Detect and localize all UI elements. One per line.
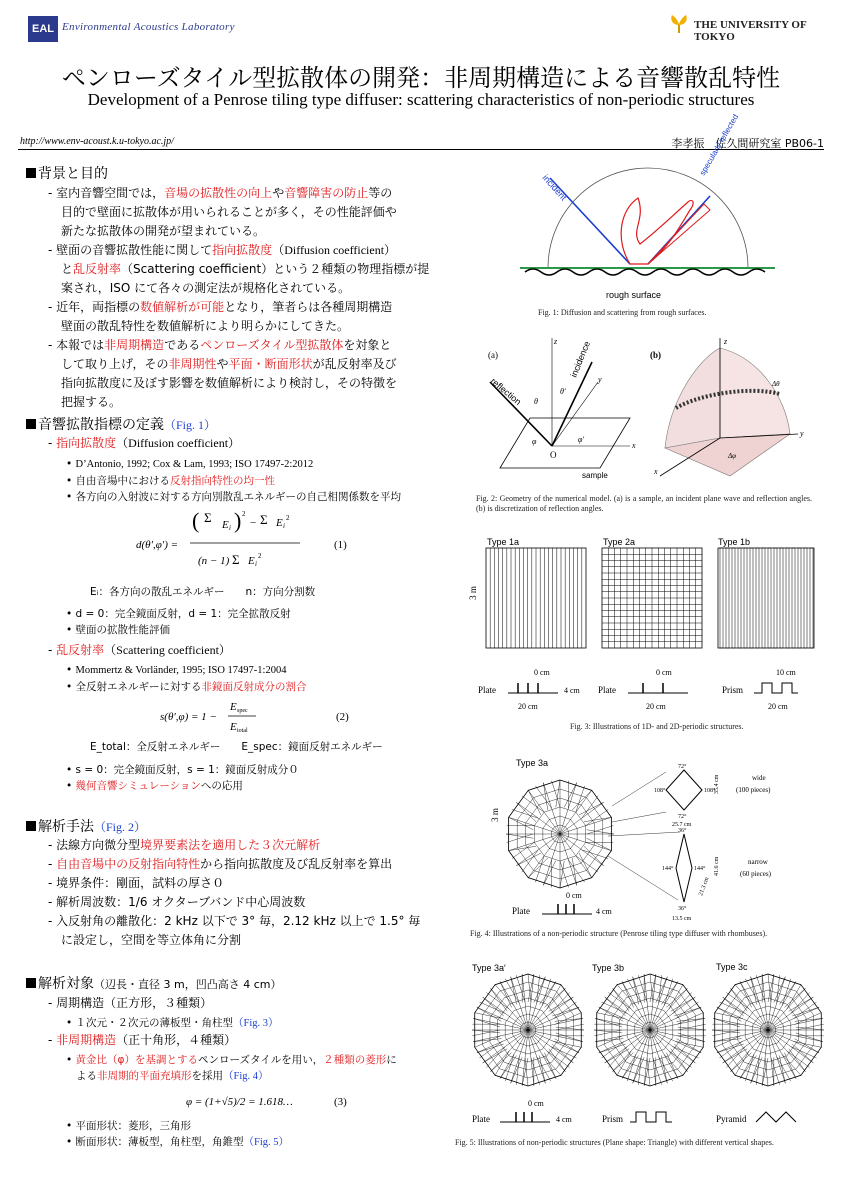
- tile-edge: [554, 1041, 582, 1047]
- tile-edge: [579, 853, 592, 878]
- tile-edge: [713, 1018, 740, 1027]
- svg-text:36°: 36°: [678, 906, 687, 912]
- svg-text:E: E: [230, 721, 237, 733]
- tile-edge: [539, 1056, 545, 1084]
- svg-text:Plate: Plate: [478, 685, 496, 695]
- svg-text:Plate: Plate: [472, 1114, 490, 1124]
- tile-edge: [537, 1057, 551, 1082]
- lab-logo: EAL: [28, 16, 58, 42]
- tile-edge: [477, 1044, 504, 1053]
- author-info: 李孝振 佐久間研究室 PB06-1: [671, 137, 824, 150]
- tile-edge: [745, 979, 759, 1004]
- tile-edge: [551, 993, 570, 1014]
- svg-text:E: E: [248, 555, 255, 567]
- nonperiodic-bullets-2: • 平面形状：菱形，三角形 • 断面形状：薄板型，角柱型，角錐型（Fig. 5）: [66, 1120, 290, 1148]
- prism-stripe: [798, 548, 801, 648]
- svg-text:72°: 72°: [678, 764, 687, 770]
- svg-text:Plate: Plate: [512, 906, 530, 916]
- tile-edge: [717, 1007, 768, 1030]
- tile-edge: [768, 974, 771, 1002]
- tile-edge: [528, 974, 534, 1002]
- figure-3-caption: Fig. 3: Illustrations of 1D- and 2D-periodic structures.: [570, 722, 744, 731]
- tile-edge: [595, 1039, 623, 1042]
- tile-edge: [582, 796, 598, 818]
- equation-2-definitions: E_total：全反射エネルギー E_spec：鏡面反射エネルギー: [90, 741, 383, 753]
- method-list: - 法線方向微分型境界要素法を適用した３次元解析 - 自由音場中の反射指向特性から指向拡散度及び乱反射率を算出 - 境界条件：剛面，試料の厚さ０ - 解析周波数：1/6 オクターブバンド中心周波数 - 入反射角の離散化：2 kHz 以下で 3° 毎，2.12 kHz 以上で 1.5° 毎 に設定し，空間を等立体角に分割: [48, 838, 421, 947]
- figure-3-sections: [478, 665, 818, 715]
- tile-edge: [650, 974, 656, 1002]
- tile-edge: [572, 858, 576, 885]
- svg-text:35.4 cm: 35.4 cm: [714, 774, 720, 794]
- figure-2-caption: Fig. 2: Geometry of the numerical model. (a) is a sample, an incident plane wave and reflection angles. (b) is discretization of reflection angles.: [476, 494, 812, 513]
- svg-text:θ′: θ′: [560, 387, 566, 396]
- tile-edge: [543, 861, 555, 886]
- svg-text:Δφ: Δφ: [728, 452, 736, 460]
- svg-text:θ: θ: [534, 397, 538, 406]
- tile-edge: [617, 985, 636, 1006]
- tile-edge: [556, 1027, 584, 1030]
- type-1a-label: Type 1a: [487, 537, 520, 547]
- tile-edge: [715, 1013, 743, 1019]
- tile-edge: [782, 1054, 801, 1075]
- tile-edge: [560, 834, 577, 885]
- tile-edge: [560, 790, 592, 834]
- figure-4-section: [508, 886, 628, 922]
- svg-text:(a): (a): [488, 350, 498, 360]
- fig3-dim-label: 3 m: [467, 586, 478, 600]
- tile-edge: [495, 985, 514, 1006]
- tile-edge: [509, 817, 534, 829]
- tile-edge: [486, 1046, 505, 1067]
- svg-text:Prism: Prism: [602, 1114, 624, 1124]
- svg-text:25.7 cm: 25.7 cm: [672, 822, 692, 828]
- svg-text:Σ: Σ: [232, 552, 240, 567]
- title-japanese: ペンローズタイル型拡散体の開発：非周期構造による音響散乱特性: [61, 64, 781, 92]
- tile-edge: [568, 860, 584, 882]
- prism-stripe: [762, 548, 765, 648]
- tile-edge: [522, 1058, 528, 1086]
- tile-edge: [535, 786, 551, 808]
- equation-3-number: (3): [334, 1096, 347, 1108]
- type-2a-label: Type 2a: [603, 537, 636, 547]
- prism-stripe: [738, 548, 741, 648]
- figure-3-patterns: [486, 548, 816, 652]
- tile-edge: [731, 1053, 752, 1072]
- prism-stripe: [756, 548, 759, 648]
- svg-text:(n − 1): (n − 1): [198, 555, 230, 567]
- tile-edge: [555, 1039, 580, 1053]
- tile-edge: [666, 988, 687, 1007]
- tile-edge: [726, 1046, 745, 1067]
- svg-text:(100 pieces): (100 pieces): [736, 786, 771, 794]
- prism-stripe: [792, 548, 795, 648]
- prism-stripe: [744, 548, 747, 648]
- equation-3: φ = (1+√5)/2 = 1.618…: [186, 1096, 293, 1108]
- svg-text:(2): (2): [336, 711, 349, 723]
- header-divider: [18, 149, 824, 150]
- svg-text:20 cm: 20 cm: [768, 702, 788, 711]
- tile-edge: [713, 1039, 741, 1042]
- tile-edge: [712, 1030, 740, 1033]
- svg-text:E: E: [222, 519, 229, 531]
- tile-edge: [792, 1007, 819, 1016]
- tile-edge: [650, 974, 653, 1002]
- svg-text:y: y: [598, 375, 602, 384]
- lab-url-link[interactable]: http://www.env-acoust.k.u-tokyo.ac.jp/: [20, 136, 174, 147]
- tile-edge: [528, 790, 541, 815]
- prism-stripe: [810, 548, 813, 648]
- section-definition-heading: 音響拡散指標の定義（Fig. 1）: [26, 414, 216, 434]
- svg-text:rough surface: rough surface: [606, 290, 662, 300]
- background-paragraph: - 室内音響空間では，音場の拡散性の向上や音響障害の防止等の 目的で壁面に拡散体が用いられることが多く，その性能評価や 新たな拡散体の開発が望まれている。 - 壁面の音響拡散性能に関して指向拡散度（Diffusion coefficient） と乱反射率（Scattering coefficient）という２種類の物理指標が提 案され，ISO にて各々の測定法が規格化されている。 - 近年，両指標の数値解析が可能となり，筆者らは各種周期構造 壁面の散乱特性を数値解析により明らかにしてきた。 - 本報では非周期構造であるペンローズタイル型拡散体を対象と して取り上げ，その非周期性や平面・断面形状が乱反射率及び 指向拡散度に及ぼす影響を数値解析により検討し，その特徴を 把握する。: [48, 186, 430, 409]
- tile-edge: [587, 838, 612, 850]
- scattering-bullets: • Mommertz & Vorländer, 1995; ISO 17497-1:2004 • 全反射エネルギーに対する非鏡面反射成分の割合: [66, 664, 307, 693]
- tile-edge: [543, 783, 547, 810]
- tile-edge: [472, 1030, 500, 1036]
- svg-text:Σ: Σ: [260, 512, 268, 527]
- svg-text:13.5 cm: 13.5 cm: [672, 916, 692, 922]
- tile-edge: [647, 1058, 650, 1086]
- tile-edge: [477, 1007, 502, 1021]
- university-ginkgo-icon: [668, 13, 690, 35]
- tile-edge: [564, 783, 576, 808]
- tile-edge: [633, 977, 639, 1005]
- tile-edge: [676, 1041, 704, 1047]
- tile-edge: [475, 1013, 503, 1019]
- svg-text:spec: spec: [237, 708, 248, 714]
- tile-edge: [594, 1030, 622, 1036]
- tile-edge: [677, 1039, 702, 1053]
- lab-name: Environmental Acoustics Laboratory: [62, 21, 235, 33]
- svg-text:narrow: narrow: [748, 858, 768, 866]
- svg-text:41.6 cm: 41.6 cm: [714, 856, 720, 876]
- svg-text:10 cm: 10 cm: [776, 668, 796, 677]
- tile-edge: [678, 1033, 705, 1042]
- tile-edge: [608, 1046, 627, 1067]
- tile-edge: [472, 1030, 500, 1033]
- tile-edge: [505, 979, 519, 1004]
- tile-edge: [597, 1013, 625, 1019]
- tile-edge: [506, 834, 533, 838]
- tile-edge: [768, 974, 774, 1002]
- tile-edge: [777, 1057, 791, 1082]
- type-3a-prime-label: Type 3a′: [472, 963, 506, 973]
- tile-edge: [613, 1053, 634, 1072]
- svg-text:x: x: [632, 441, 636, 450]
- figure-1-caption: Fig. 1: Diffusion and scattering from rough surfaces.: [538, 308, 707, 317]
- equation-2: [160, 698, 360, 736]
- diffusion-coefficient-title: - 指向拡散度（Diffusion coefficient）: [48, 436, 241, 450]
- prism-stripe: [750, 548, 753, 648]
- tile-edge: [644, 1058, 650, 1086]
- svg-text:2: 2: [286, 514, 290, 522]
- svg-text:(1): (1): [334, 539, 347, 551]
- diffusion-bullets-2: • d = 0：完全鏡面反射，d = 1：完全拡散反射 • 壁面の拡散性能評価: [66, 608, 291, 636]
- tile-edge: [762, 1058, 768, 1086]
- tile-edge: [594, 1030, 622, 1033]
- svg-text:i: i: [255, 560, 257, 568]
- svg-text:(: (: [192, 508, 200, 533]
- svg-text:z: z: [554, 337, 558, 346]
- svg-text:y: y: [800, 429, 804, 438]
- tile-edge: [765, 1058, 768, 1086]
- prism-stripe: [786, 548, 789, 648]
- tile-edge: [525, 1058, 528, 1086]
- figure-5-patterns: [470, 972, 820, 1088]
- tile-edge: [543, 783, 560, 834]
- svg-text:108°: 108°: [704, 788, 716, 794]
- figure-5-caption: Fig. 5: Illustrations of non-periodic structures (Plane shape: Triangle) with different vertical shapes.: [455, 1138, 774, 1147]
- svg-text:): ): [234, 508, 242, 533]
- svg-text:2: 2: [242, 510, 246, 518]
- tile-edge: [717, 1007, 742, 1021]
- type-3a-label: Type 3a: [516, 758, 549, 768]
- tile-edge: [556, 780, 560, 807]
- prism-stripe: [726, 548, 729, 648]
- nonperiodic-title: - 非周期構造（正十角形，４種類）: [48, 1033, 237, 1047]
- svg-text:specularly reflected: specularly reflected: [697, 112, 741, 177]
- diffusion-bullets: • D’Antonio, 1992; Cox & Lam, 1993; ISO 17497-2:2012 • 自由音場中における反射指向特性の均一性 • 各方向の入射波に対する方向別散乱エネルギーの自己相関係数を平均: [66, 458, 402, 503]
- tile-edge: [473, 1018, 500, 1027]
- svg-text:72°: 72°: [678, 814, 687, 820]
- svg-text:36°: 36°: [678, 828, 687, 834]
- tile-edge: [661, 1056, 667, 1084]
- tile-edge: [751, 977, 757, 1005]
- svg-text:Pyramid: Pyramid: [716, 1114, 747, 1124]
- svg-text:Δθ: Δθ: [772, 380, 780, 388]
- svg-text:reflection: reflection: [488, 375, 524, 408]
- tile-edge: [779, 1056, 785, 1084]
- tile-edge: [556, 1033, 583, 1042]
- svg-text:Prism: Prism: [722, 685, 744, 695]
- tile-edge: [560, 861, 564, 888]
- tile-edge: [560, 861, 568, 887]
- svg-text:0 cm: 0 cm: [528, 1099, 544, 1108]
- tile-edge: [491, 1053, 512, 1072]
- tile-edge: [552, 781, 560, 807]
- tile-edge: [784, 988, 805, 1007]
- tile-edge: [678, 1027, 706, 1030]
- scattering-bullets-2: • s = 0：完全鏡面反射，s = 1：鏡面反射成分０ • 幾何音響シミュレーションへの応用: [66, 764, 299, 792]
- tile-edge: [795, 1039, 820, 1053]
- svg-text:−: −: [250, 517, 257, 529]
- tile-edge: [664, 1054, 683, 1075]
- svg-text:total: total: [237, 728, 248, 734]
- tile-edge: [587, 826, 613, 834]
- prism-stripe: [732, 548, 735, 648]
- svg-text:4 cm: 4 cm: [564, 686, 580, 695]
- svg-text:O: O: [550, 450, 557, 460]
- tile-edge: [678, 1024, 706, 1030]
- tile-edge: [717, 1044, 744, 1053]
- figure-5-sections: [470, 1094, 820, 1130]
- svg-text:144°: 144°: [662, 866, 674, 872]
- equation-1: [130, 508, 370, 580]
- tile-edge: [542, 1054, 561, 1075]
- svg-text:(b): (b): [650, 350, 661, 360]
- tile-edge: [473, 1039, 501, 1042]
- fig4-dim-label: 3 m: [489, 808, 500, 822]
- svg-text:144°: 144°: [694, 866, 706, 872]
- tile-edge: [712, 1030, 740, 1036]
- tile-edge: [544, 988, 565, 1007]
- tile-edge: [528, 974, 531, 1002]
- tile-edge: [511, 977, 517, 1005]
- university-name: THE UNIVERSITY OF TOKYO: [694, 19, 807, 43]
- type-3c-label: Type 3c: [716, 962, 748, 972]
- tile-edge: [796, 1033, 823, 1042]
- svg-text:Plate: Plate: [598, 685, 616, 695]
- svg-text:incidence: incidence: [568, 339, 593, 379]
- svg-text:0 cm: 0 cm: [534, 668, 550, 677]
- tile-edge: [794, 1041, 822, 1047]
- svg-text:2: 2: [258, 552, 262, 560]
- tile-edge: [796, 1024, 824, 1030]
- periodic-bullet: • １次元・２次元の薄板型・角柱型（Fig. 3）: [66, 1017, 279, 1029]
- type-3b-label: Type 3b: [592, 963, 625, 973]
- nonperiodic-bullet: • 黄金比（φ）を基調とするペンローズタイルを用い，２種類の菱形に よる非周期的平面充填形を採用（Fig. 4）: [66, 1054, 397, 1082]
- svg-text:Σ: Σ: [204, 510, 212, 525]
- svg-text:i: i: [229, 524, 231, 532]
- section-background-heading: 背景と目的: [26, 163, 108, 183]
- svg-text:x: x: [654, 467, 658, 476]
- equation-1-definitions: Eᵢ：各方向の散乱エネルギー n：方向分割数: [90, 586, 316, 598]
- figure-2-diagram: [480, 338, 820, 488]
- figure-4-caption: Fig. 4: Illustrations of a non-periodic structure (Penrose tiling type diffuser with rhombuses).: [470, 929, 768, 938]
- tile-edge: [627, 979, 641, 1004]
- prism-stripe: [720, 548, 723, 648]
- svg-text:4 cm: 4 cm: [556, 1115, 572, 1124]
- tile-edge: [584, 817, 611, 821]
- tile-edge: [509, 846, 536, 850]
- tile-edge: [528, 834, 560, 878]
- tile-edge: [556, 1024, 584, 1030]
- svg-text:φ: φ: [532, 437, 537, 446]
- prism-stripe: [780, 548, 783, 648]
- tile-edge: [674, 1007, 701, 1016]
- svg-text:i: i: [283, 522, 285, 530]
- tile-edge: [507, 834, 533, 842]
- svg-text:sample: sample: [582, 471, 608, 480]
- svg-text:s(θ′,φ) = 1 −: s(θ′,φ) = 1 −: [160, 711, 217, 723]
- tile-edge: [599, 1044, 626, 1053]
- tile-edge: [673, 993, 692, 1014]
- svg-text:φ′: φ′: [578, 435, 585, 444]
- svg-text:E: E: [276, 517, 283, 529]
- tile-edge: [552, 1007, 579, 1016]
- svg-text:0 cm: 0 cm: [656, 668, 672, 677]
- svg-text:21.3 cm: 21.3 cm: [698, 876, 711, 897]
- tile-edge: [796, 1027, 824, 1030]
- tile-edge: [659, 1057, 673, 1082]
- tile-edge: [599, 1007, 624, 1021]
- section-target-heading: 解析対象（辺長・直径 3 m，凹凸高さ 4 cm）: [26, 973, 281, 993]
- tile-edge: [587, 830, 614, 834]
- svg-text:108°: 108°: [654, 788, 666, 794]
- svg-text:4 cm: 4 cm: [596, 907, 612, 916]
- prism-stripe: [768, 548, 771, 648]
- tile-edge: [595, 1018, 622, 1027]
- svg-text:0 cm: 0 cm: [566, 891, 582, 900]
- svg-text:z: z: [724, 337, 728, 346]
- svg-text:incident: incident: [540, 172, 569, 203]
- section-method-heading: 解析手法（Fig. 2）: [26, 816, 146, 836]
- tile-edge: [677, 1018, 705, 1021]
- prism-stripe: [774, 548, 777, 648]
- svg-text:wide: wide: [752, 774, 766, 782]
- tile-edge: [522, 850, 538, 872]
- svg-text:20 cm: 20 cm: [646, 702, 666, 711]
- tile-edge: [791, 993, 810, 1014]
- tile-edge: [555, 1018, 583, 1021]
- svg-text:20 cm: 20 cm: [518, 702, 538, 711]
- prism-stripe: [804, 548, 807, 648]
- svg-text:(60 pieces): (60 pieces): [740, 870, 771, 878]
- tile-edge: [795, 1018, 823, 1021]
- periodic-title: - 周期構造（正方形，３種類）: [48, 996, 213, 1010]
- type-1b-label: Type 1b: [718, 537, 751, 547]
- title-english: Development of a Penrose tiling type diffuser: scattering characteristics of non-periodic structures: [87, 90, 755, 109]
- svg-text:d(θ′,φ′) =: d(θ′,φ′) =: [136, 539, 179, 551]
- tile-edge: [735, 985, 754, 1006]
- scattering-coefficient-title: - 乱反射率（Scattering coefficient）: [48, 643, 231, 657]
- svg-text:E: E: [230, 701, 237, 713]
